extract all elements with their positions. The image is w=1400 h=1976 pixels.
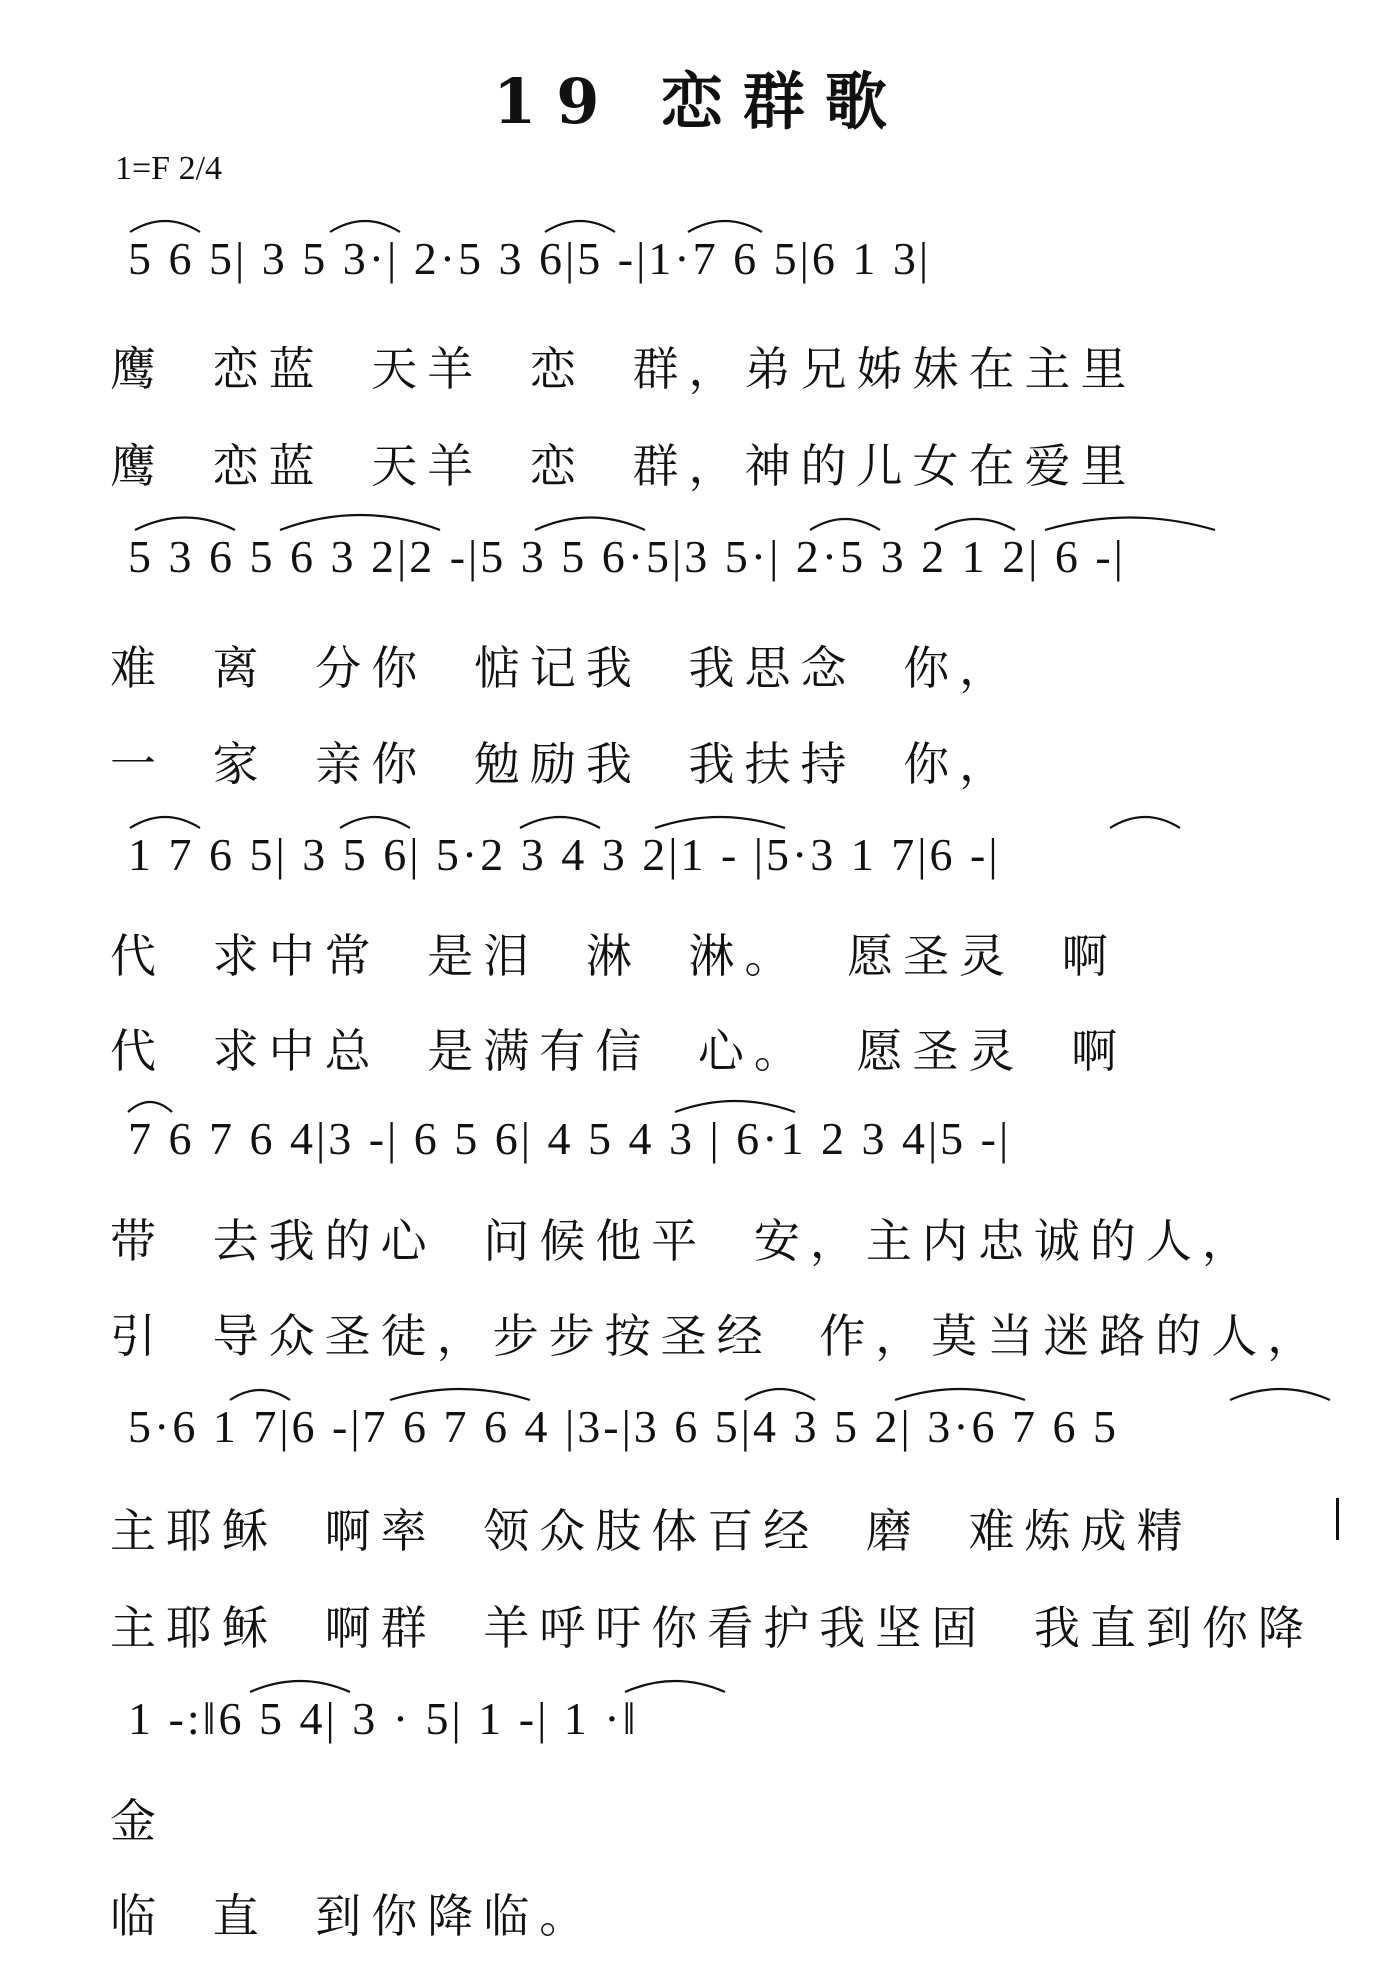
system-end-barline [1336, 1498, 1339, 1540]
key-signature: 1=F 2/4 [115, 150, 223, 187]
notation-line-2: 5 3 6 5 6 3 2|2 -|5 3 5 6·5|3 5·| 2·5 3 2 1 2| 6 -| [128, 531, 1126, 582]
lyric-line-1-verse-1: 鹰 恋蓝 天羊 恋 群，弟兄姊妹在主里 [110, 342, 1137, 396]
lyric-line-6-verse-1: 金 [110, 1794, 166, 1848]
lyric-line-4-verse-1: 带 去我的心 问候他平 安，主内忠诚的人， [110, 1214, 1258, 1268]
lyric-line-5-verse-1: 主耶稣 啊率 领众肢体百经 磨 难炼成精 [110, 1504, 1193, 1558]
lyric-line-2-verse-2: 一 家 亲你 勉励我 我扶持 你， [110, 737, 1016, 791]
lyric-line-1-verse-2: 鹰 恋蓝 天羊 恋 群，神的儿女在爱里 [110, 439, 1137, 493]
lyric-line-2-verse-1: 难 离 分你 惦记我 我思念 你， [110, 641, 1016, 695]
notation-line-1: 5 6 5| 3 5 3·| 2·5 3 6|5 -|1·7 6 5|6 1 3| [128, 233, 932, 284]
song-title: 19 恋群歌 [493, 65, 907, 138]
notation-line-3: 1 7 6 5| 3 5 6| 5·2 3 4 3 2|1 - |5·3 1 7|6 -| [128, 829, 1001, 880]
notation-line-5: 5·6 1 7|6 -|7 6 7 6 4 |3-|3 6 5|4 3 5 2| 3·6 7 6 5 [128, 1401, 1120, 1452]
notation-line-6: 1 -:‖6 5 4| 3 · 5| 1 -| 1 ·‖ [128, 1693, 639, 1744]
lyric-line-3-verse-2: 代 求中总 是满有信 心。 愿圣灵 啊 [110, 1024, 1128, 1078]
notation-line-4: 7 6 7 6 4|3 -| 6 5 6| 4 5 4 3 | 6·1 2 3 4|5 -| [128, 1113, 1012, 1164]
lyric-line-5-verse-2: 主耶稣 啊群 羊呼吁你看护我坚固 我直到你降 [110, 1601, 1314, 1655]
lyric-line-3-verse-1: 代 求中常 是泪 淋 淋。 愿圣灵 啊 [110, 929, 1118, 983]
lyric-line-4-verse-2: 引 导众圣徒，步步按圣经 作，莫当迷路的人， [110, 1309, 1324, 1363]
lyric-line-6-verse-2: 临 直 到你降临。 [110, 1889, 596, 1943]
